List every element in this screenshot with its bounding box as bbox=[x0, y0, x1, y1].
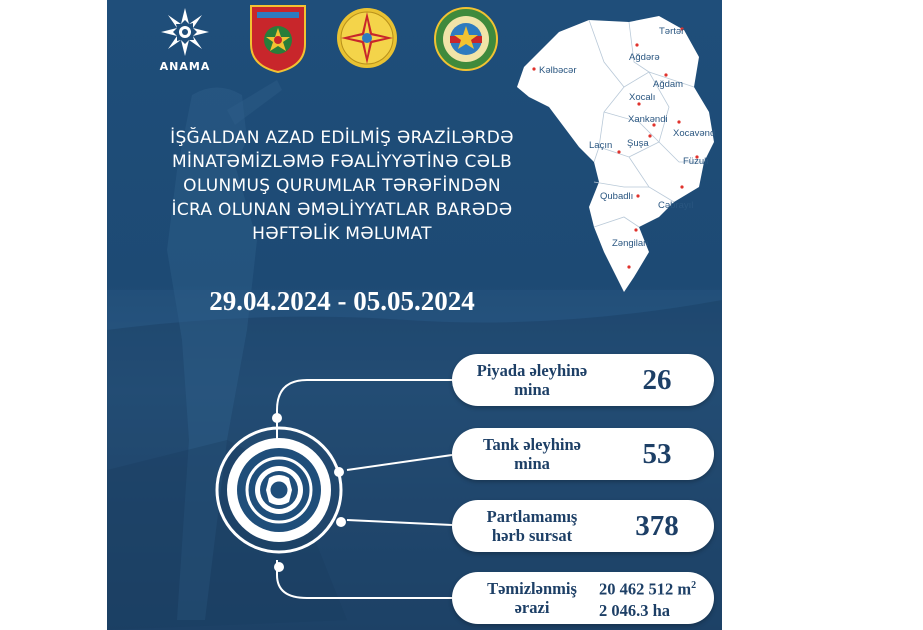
stat-label-line: ərazi bbox=[514, 598, 550, 617]
city-label: Xocavənd bbox=[673, 128, 716, 139]
headline-line: HƏFTƏLİK MƏLUMAT bbox=[252, 224, 432, 244]
area-sqm-superscript: 2 bbox=[691, 580, 697, 592]
city-label: Zəngilan bbox=[612, 238, 649, 249]
area-hectares: 2 046.3 ha bbox=[599, 600, 671, 620]
city-label: Cəbrayıl bbox=[658, 200, 694, 211]
city-label: Xankəndi bbox=[628, 114, 668, 125]
headline-line: MİNATƏMİZLƏMƏ FƏALİYYƏTİNƏ CƏLB bbox=[171, 152, 513, 172]
stat-antipersonnel-mines bbox=[452, 354, 714, 406]
stat-label-line: mina bbox=[514, 380, 550, 399]
stat-antitank-mines bbox=[452, 428, 714, 480]
stat-cleared-area bbox=[452, 572, 714, 624]
city-label: Kəlbəcər bbox=[539, 65, 577, 76]
stat-unexploded-ordnance bbox=[452, 500, 714, 552]
city-label: Şuşa bbox=[627, 138, 649, 149]
city-label: Laçın bbox=[589, 140, 613, 151]
stat-label-line: hərb sursat bbox=[491, 526, 573, 545]
stat-label-line: Tank əleyhinə bbox=[483, 435, 581, 454]
headline-line: İŞĞALDAN AZAD EDİLMİŞ ƏRAZİLƏRDƏ bbox=[170, 128, 514, 148]
stat-label bbox=[462, 354, 602, 406]
city-label: Ağdam bbox=[653, 79, 684, 90]
stat-label bbox=[462, 428, 602, 480]
stat-value: 378 bbox=[635, 509, 679, 542]
stat-value: 53 bbox=[642, 437, 672, 470]
headline-line: OLUNMUŞ QURUMLAR TƏRƏFİNDƏN bbox=[183, 176, 501, 196]
city-label: Füzuli bbox=[683, 156, 709, 167]
city-label: Qubadlı bbox=[600, 191, 634, 202]
city-label: Tərtər bbox=[659, 26, 685, 37]
stat-label-line: Partlamamış bbox=[486, 507, 578, 526]
area-square-meters bbox=[599, 575, 696, 600]
landmine-target-icon bbox=[217, 428, 341, 552]
area-sqm-number: 20 462 512 m bbox=[599, 579, 692, 599]
anama-logo-text: ANAMA bbox=[159, 60, 211, 73]
stat-value bbox=[599, 572, 709, 624]
stat-label-line: Təmizlənmiş bbox=[487, 579, 577, 598]
stat-label bbox=[462, 572, 602, 624]
stat-label-line: Piyada əleyhinə bbox=[476, 361, 588, 380]
infographic-poster bbox=[107, 0, 722, 630]
headline-line: İCRA OLUNAN ƏMƏLİYYATLAR BARƏDƏ bbox=[171, 200, 513, 220]
stat-label bbox=[462, 500, 602, 552]
stat-value: 26 bbox=[642, 363, 672, 396]
city-label: Xocalı bbox=[629, 92, 656, 103]
city-label: Ağdərə bbox=[629, 52, 660, 63]
stat-label-line: mina bbox=[514, 454, 550, 473]
date-range: 29.04.2024 - 05.05.2024 bbox=[209, 286, 475, 316]
